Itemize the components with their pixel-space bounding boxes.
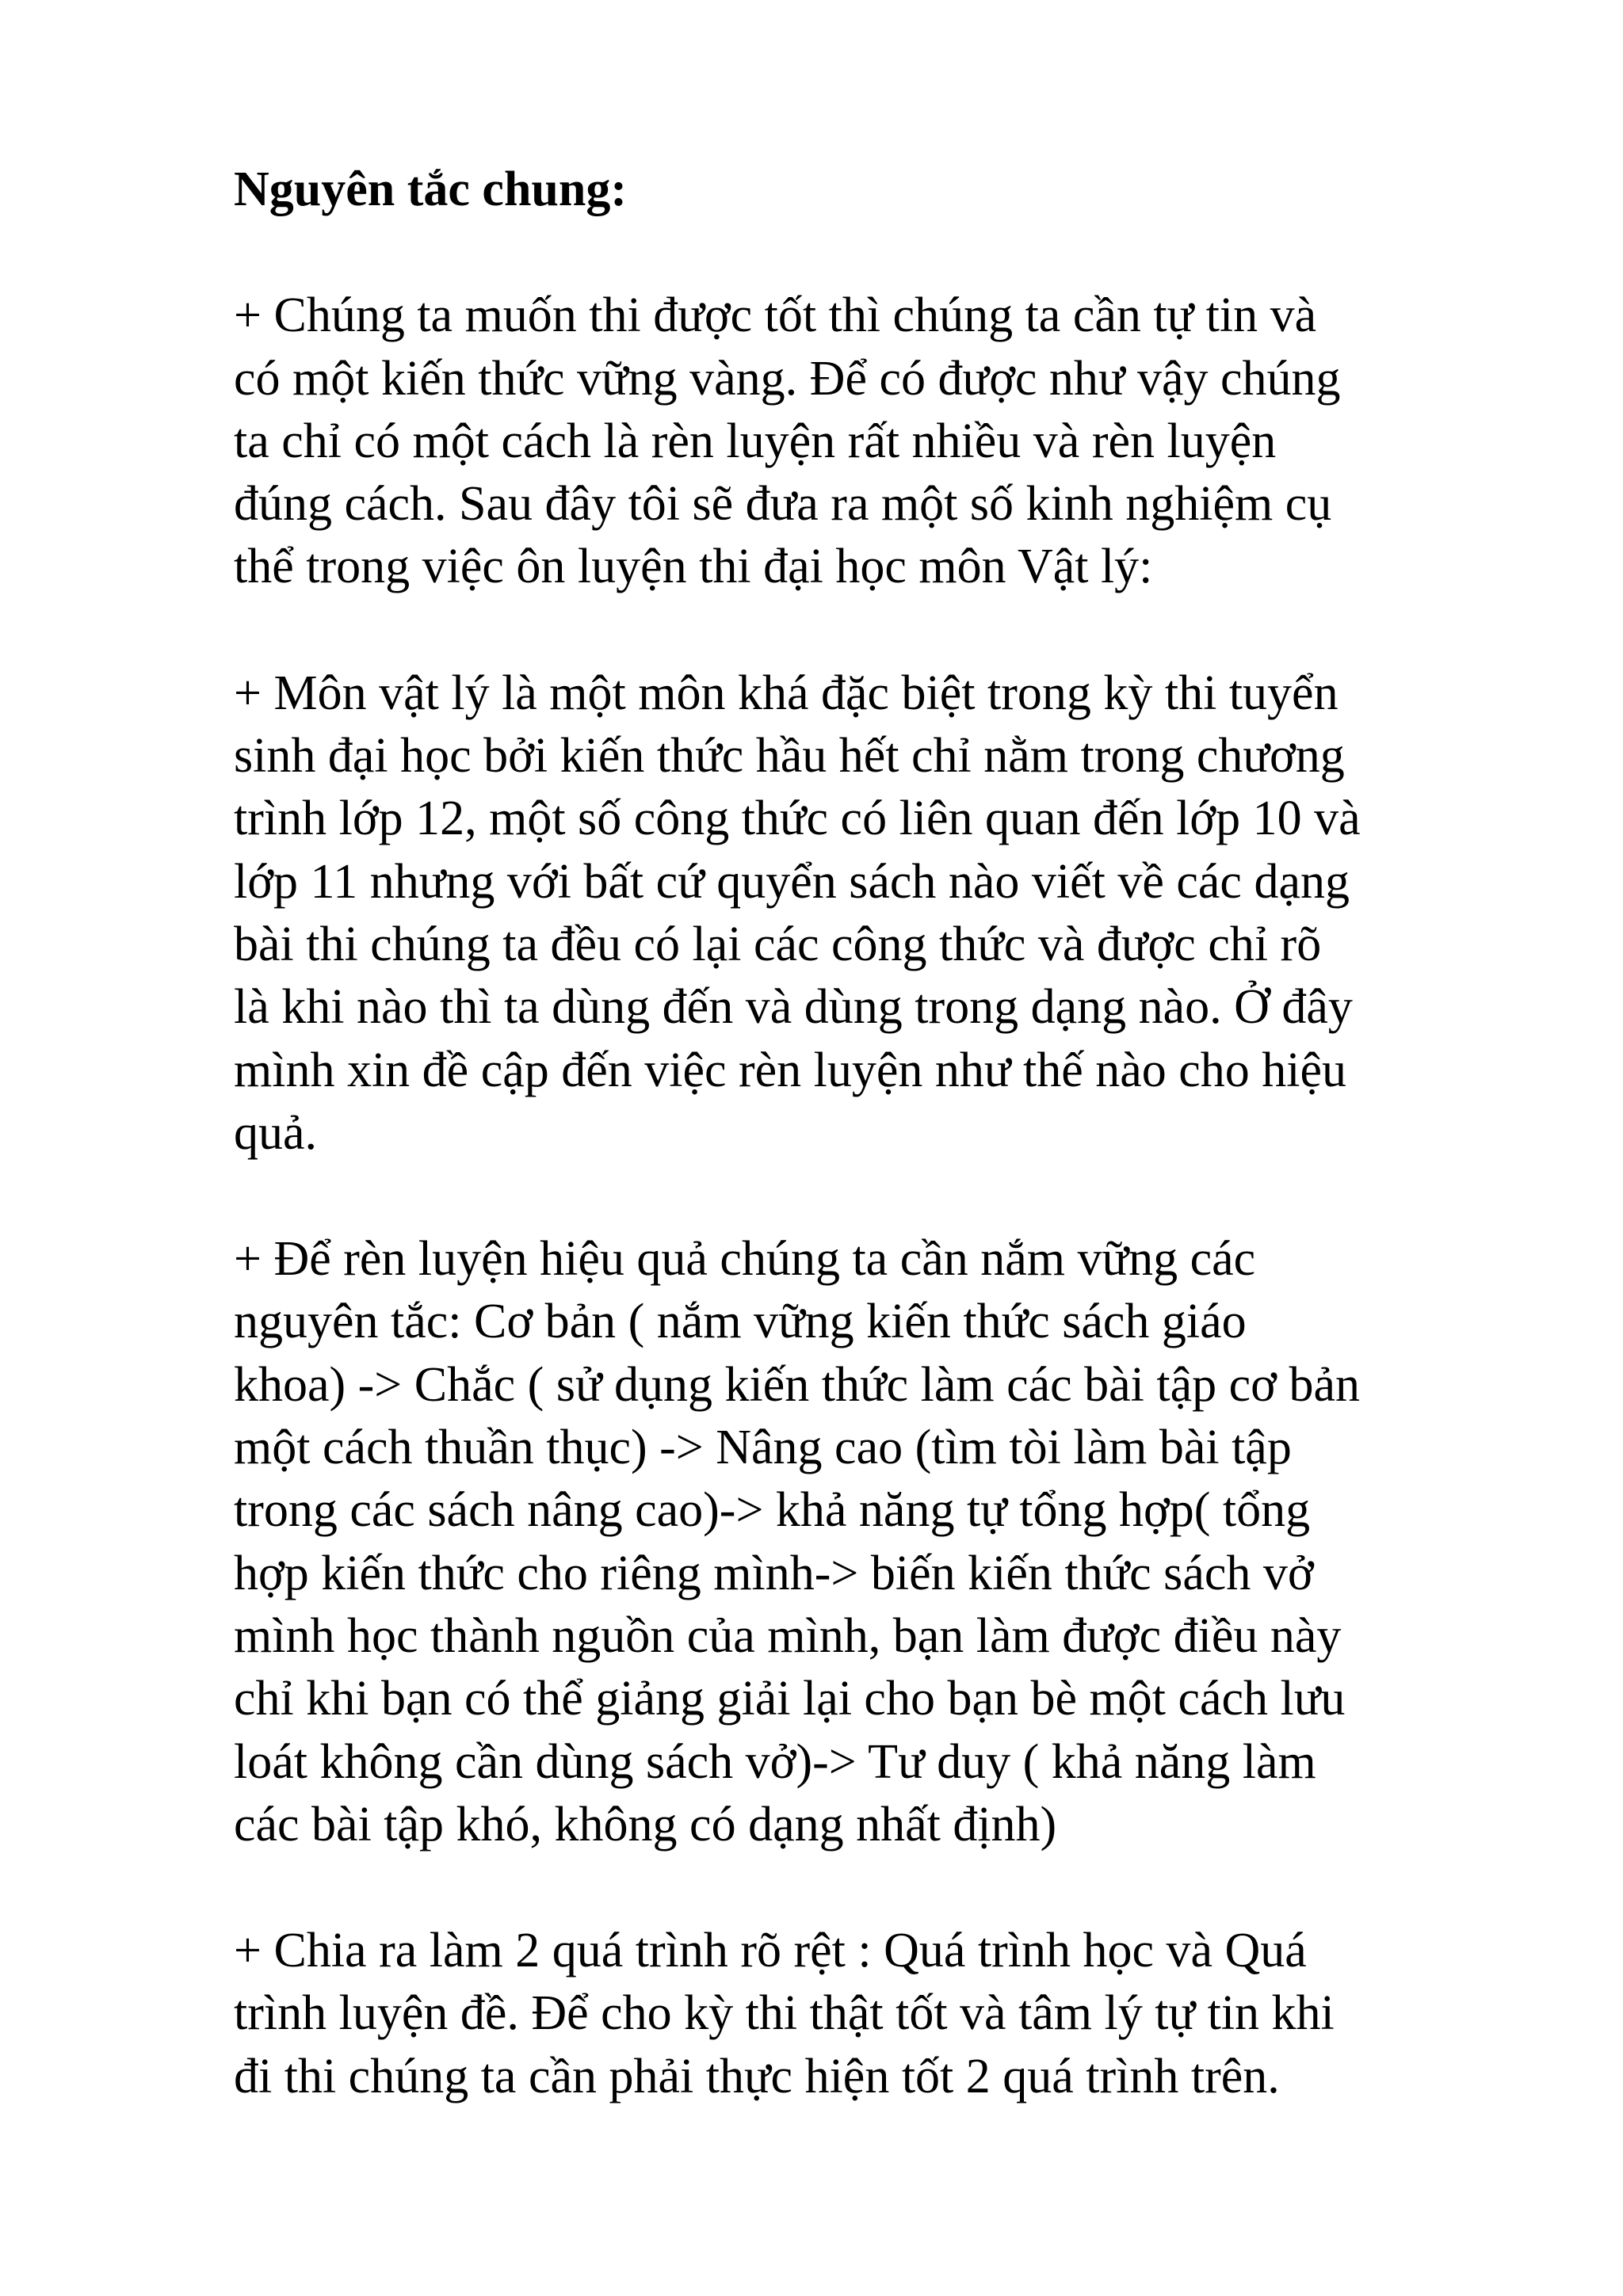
paragraph-line: một cách thuần thục) -> Nâng cao (tìm tòi làm bài tập: [234, 1421, 1292, 1475]
paragraph-intro: [234, 284, 1502, 598]
paragraph-line: các bài tập khó, không có dạng nhất định): [234, 1797, 1057, 1852]
paragraph-line: mình học thành nguồn của mình, bạn làm được điều này: [234, 1608, 1342, 1663]
paragraph-line: nguyên tắc: Cơ bản ( nắm vững kiến thức sách giáo: [234, 1295, 1247, 1349]
paragraph-physics-subject: [234, 662, 1502, 1165]
paragraph-line: ta chỉ có một cách là rèn luyện rất nhiều và rèn luyện: [234, 414, 1277, 468]
paragraph-line: đúng cách. Sau đây tôi sẽ đưa ra một số kinh nghiệm cụ: [234, 477, 1332, 532]
paragraph-line: trình luyện đề. Để cho kỳ thi thật tốt và tâm lý tự tin khi: [234, 1986, 1335, 2041]
paragraph-line: thể trong việc ôn luyện thi đại học môn Vật lý:: [234, 540, 1153, 594]
paragraph-training-principles: [234, 1228, 1502, 1856]
paragraph-two-processes: [234, 1920, 1502, 2108]
paragraph-line: hợp kiến thức cho riêng mình-> biến kiến thức sách vở: [234, 1546, 1314, 1600]
paragraph-line: + Chia ra làm 2 quá trình rõ rệt : Quá trình học và Quá: [234, 1924, 1307, 1978]
paragraph-line: đi thi chúng ta cần phải thực hiện tốt 2 quá trình trên.: [234, 2049, 1280, 2103]
paragraph-line: loát không cần dùng sách vở)-> Tư duy ( khả năng làm: [234, 1734, 1316, 1789]
paragraph-line: khoa) -> Chắc ( sử dụng kiến thức làm các bài tập cơ bản: [234, 1357, 1360, 1412]
paragraph-line: chỉ khi bạn có thể giảng giải lại cho bạn bè một cách lưu: [234, 1672, 1346, 1726]
paragraph-line: + Chúng ta muốn thi được tốt thì chúng ta cần tự tin và: [234, 288, 1317, 343]
section-heading: Nguyên tắc chung:: [234, 162, 628, 216]
paragraph-line: mình xin đề cập đến việc rèn luyện như thế nào cho hiệu: [234, 1043, 1347, 1097]
document-body: [234, 158, 1502, 2172]
paragraph-line: + Để rèn luyện hiệu quả chúng ta cần nắm vững các: [234, 1232, 1256, 1287]
paragraph-line: + Môn vật lý là một môn khá đặc biệt trong kỳ thi tuyển: [234, 666, 1338, 720]
paragraph-line: là khi nào thì ta dùng đến và dùng trong dạng nào. Ở đây: [234, 980, 1353, 1035]
paragraph-line: sinh đại học bởi kiến thức hầu hết chỉ nằm trong chương: [234, 729, 1345, 784]
paragraph-line: lớp 11 nhưng với bất cứ quyển sách nào viết về các dạng: [234, 854, 1350, 909]
paragraph-line: quả.: [234, 1105, 318, 1160]
paragraph-line: bài thi chúng ta đều có lại các công thức và được chỉ rõ: [234, 917, 1322, 971]
paragraph-line: có một kiến thức vững vàng. Để có được như vậy chúng: [234, 351, 1341, 406]
paragraph-line: trong các sách nâng cao)-> khả năng tự tổng hợp( tổng: [234, 1483, 1311, 1538]
paragraph-line: trình lớp 12, một số công thức có liên quan đến lớp 10 và: [234, 791, 1361, 846]
